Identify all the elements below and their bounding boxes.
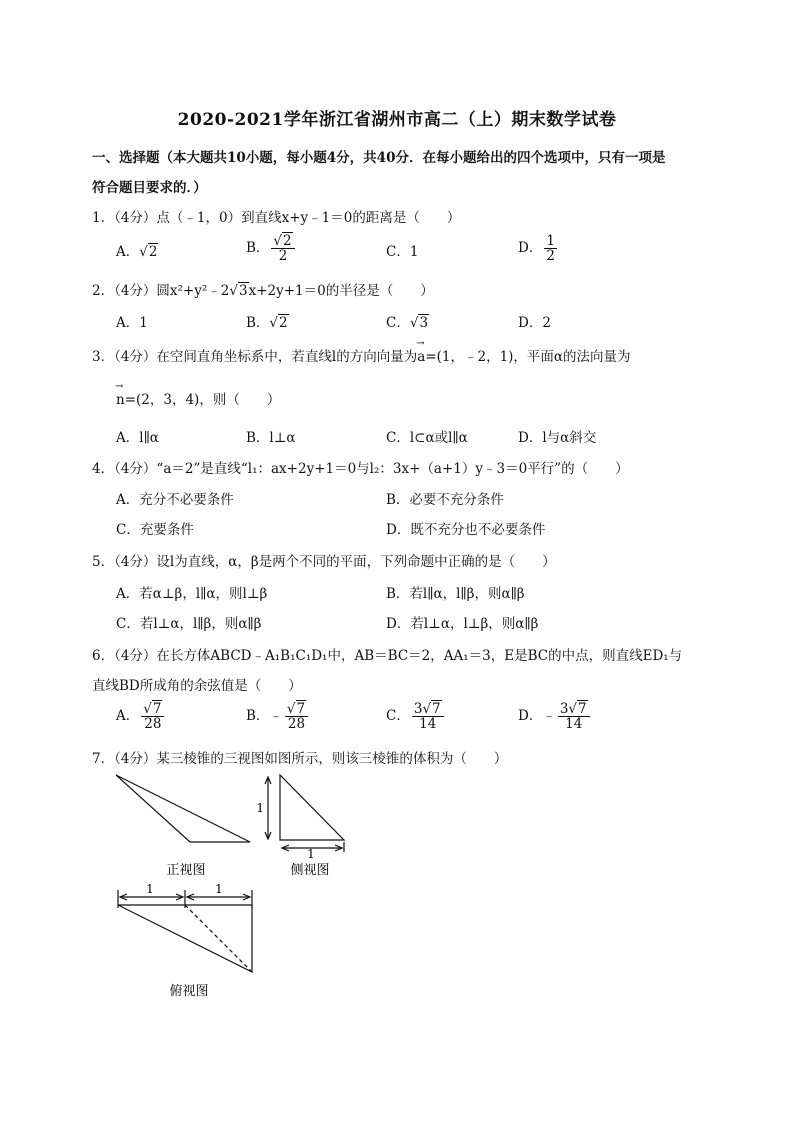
q6-stem-line2: 直线BD所成角的余弦值是（ ）	[92, 678, 302, 694]
q1-option-a[interactable]	[116, 240, 158, 260]
front-view-triangle	[116, 775, 250, 842]
q1-stem: 1．（4分）点（﹣1，0）到直线x+y﹣1＝0的距离是（ ）	[92, 210, 461, 226]
q2-option-b[interactable]: B．√2	[246, 315, 288, 331]
option-label: B．	[246, 240, 270, 257]
q3-option-b[interactable]: B．l⊥α	[246, 430, 296, 446]
arrow-head	[282, 845, 289, 851]
side-view	[265, 775, 344, 852]
fraction: $\frac{√2}{2}$	[271, 234, 294, 263]
top-view-triangle	[118, 905, 252, 972]
q7-stem: 7．（4分）某三棱锥的三视图如图所示，则该三棱锥的体积为（ ）	[92, 751, 508, 767]
q1-option-b[interactable]	[246, 234, 297, 263]
section-heading-line1: 一、选择题（本大题共10小题，每小题4分，共40分．在每小题给出的四个选项中，只有一项是	[92, 150, 666, 166]
q5-stem: 5．（4分）设l为直线，α，β是两个不同的平面，下列命题中正确的是（ ）	[92, 554, 556, 570]
arrow-head	[176, 894, 183, 900]
q1-option-c[interactable]: C．1	[386, 244, 419, 260]
q2-option-d[interactable]: D．2	[518, 315, 551, 331]
arrow-head	[265, 777, 271, 784]
q6-option-a[interactable]: A． $\frac{√7}{28}$	[116, 702, 166, 731]
q4-stem: 4．（4分）“a＝2”是直线“l₁：ax+2y+1＝0与l₂：3x+（a+1）y﹣3＝0平行”的（ ）	[92, 461, 629, 477]
q2-option-a[interactable]: A．1	[116, 315, 148, 331]
top-view-label: 俯视图	[169, 984, 209, 999]
arrow-head	[120, 894, 127, 900]
q4-option-b[interactable]: B．必要不充分条件	[386, 492, 504, 508]
q2-option-c[interactable]: C．√3	[386, 315, 429, 331]
q6-option-c[interactable]: C． $\frac{3√7}{14}$	[386, 702, 446, 731]
vector-n: → n	[116, 392, 125, 408]
arrow-head	[335, 845, 342, 851]
q2-stem: 2．（4分）圆x²+y²﹣2√3x+2y+1＝0的半径是（ ）	[92, 283, 434, 299]
sqrt-expr: √2	[139, 244, 158, 260]
q3-stem-line1: 3．（4分）在空间直角坐标系中，若直线l的方向向量为→ a=(1，﹣2，1)，平面α的法向量为	[92, 345, 631, 365]
q5-option-d[interactable]: D．若l⊥α，l⊥β，则α∥β	[386, 616, 539, 632]
side-width-label: 1	[307, 847, 315, 861]
side-view-label: 侧视图	[290, 863, 330, 878]
page-title: 2020-2021学年浙江省湖州市高二（上）期末数学试卷	[177, 110, 617, 130]
q4-option-a[interactable]: A．充分不必要条件	[116, 492, 234, 508]
q3-option-a[interactable]: A．l∥α	[116, 430, 159, 446]
top-left-dim-label: 1	[146, 882, 154, 896]
front-view	[116, 775, 250, 842]
section-heading-line2: 符合题目要求的．）	[92, 180, 207, 196]
q1-option-d[interactable]	[518, 234, 559, 263]
q5-option-c[interactable]: C．若l⊥α，l∥β，则α∥β	[116, 616, 262, 632]
side-view-triangle	[280, 775, 344, 840]
q3-stem-line2: → n=(2，3，4)，则（ ）	[116, 388, 280, 408]
q6-stem-line1: 6．（4分）在长方体ABCD﹣A₁B₁C₁D₁中，AB＝BC＝2，AA₁＝3，E是BC的中点，则直线ED₁与	[92, 648, 683, 664]
q4-option-d[interactable]: D．既不充分也不必要条件	[386, 522, 546, 538]
q3-option-c[interactable]: C．l⊂α或l∥α	[386, 430, 468, 446]
hidden-edge-dashed	[185, 905, 252, 972]
q4-option-c[interactable]: C．充要条件	[116, 522, 194, 538]
top-right-dim-label: 1	[215, 882, 223, 896]
vector-a: → a	[417, 349, 425, 365]
fraction: $\frac{1}{2}$	[546, 233, 555, 265]
q6-option-b[interactable]: B．﹣ $\frac{√7}{28}$	[246, 702, 310, 731]
arrow-head	[265, 832, 271, 839]
option-label: A．	[116, 244, 140, 260]
q5-option-a[interactable]: A．若α⊥β，l∥α，则l⊥β	[116, 586, 268, 602]
option-label: D．	[518, 240, 543, 257]
arrow-head	[243, 894, 250, 900]
top-view	[118, 890, 252, 972]
q3-option-d[interactable]: D．l与α斜交	[518, 430, 597, 446]
front-view-label: 正视图	[166, 863, 206, 878]
arrow-head	[187, 894, 194, 900]
q6-option-d[interactable]: D．﹣ $\frac{3√7}{14}$	[518, 702, 592, 731]
q5-option-b[interactable]: B．若l∥α，l∥β，则α∥β	[386, 586, 525, 602]
side-height-label: 1	[256, 801, 264, 815]
